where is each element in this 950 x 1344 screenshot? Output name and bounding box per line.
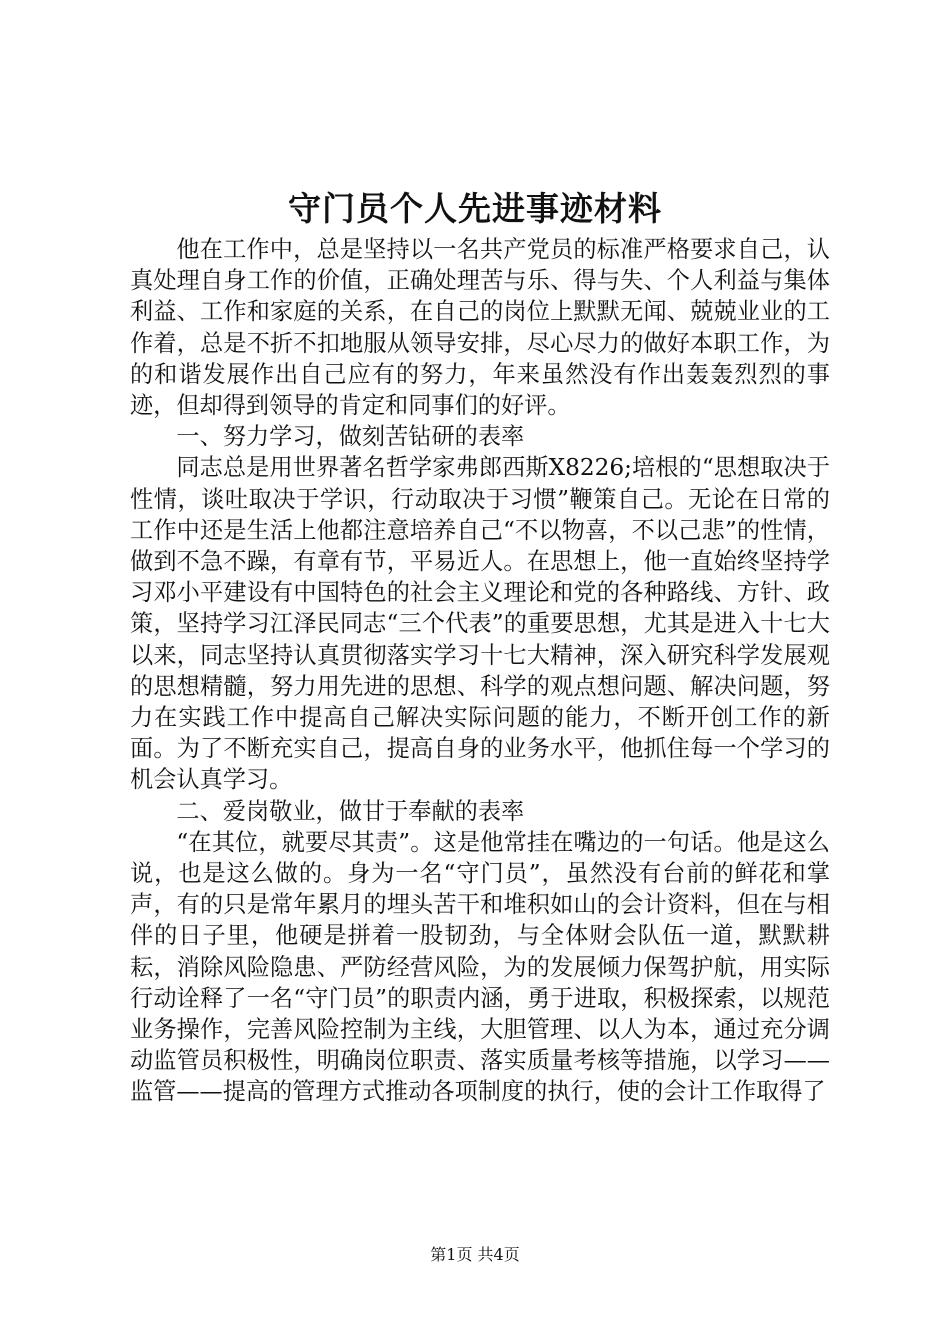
document-title: 守门员个人先进事迹材料 xyxy=(288,189,662,228)
document-body xyxy=(130,234,830,1108)
section-heading: 二、爱岗敬业，做甘于奉献的表率 xyxy=(176,797,525,825)
body-paragraph: 同志总是用世界著名哲学家弗郎西斯X8226;培根的“思想取决于性情，谈吐取决于学识，行动取决于习惯”鞭策自己。无论在日常的工作中还是生活上他都注意培养自己“不以物喜，不以己悲”的性情，做到不急不躁，有章有节，平易近人。在思想上，他一直始终坚持学习邓小平建设有中国特色的社会主义理论和党的各种路线、方针、政策，坚持学习江泽民同志“三个代表”的重要思想，尤其是进入十七大以来，同志坚持认真贯彻落实学习十七大精神，深入研究科学发展观的思想精髓，努力用先进的思想、科学的观点想问题、解决问题，努力在实践工作中提高自己解决实际问题的能力，不断开创工作的新面。为了不断充实自己，提高自身的业务水平，他抓住每一个学习的机会认真学习。 xyxy=(130,454,830,794)
body-paragraph: “在其位，就要尽其责”。这是他常挂在嘴边的一句话。他是这么说，也是这么做的。身为一名“守门员”，虽然没有台前的鲜花和掌声，有的只是常年累月的埋头苦干和堆积如山的会计资料，但在与相伴的日子里，他硬是拼着一股韧劲，与全体财会队伍一道，默默耕耘，消除风险隐患、严防经营风险，为的发展倾力保驾护航，用实际行动诠释了一名“守门员”的职责内涵，勇于进取，积极探索，以规范业务操作，完善风险控制为主线，大胆管理、以人为本，通过充分调动监管员积极性，明确岗位职责、落实质量考核等措施，以学习——监管——提高的管理方式推动各项制度的执行，使的会计工作取得了 xyxy=(130,828,830,1106)
page-number-footer: 第1页 共4页 xyxy=(430,1245,520,1264)
section-heading: 一、努力学习，做刻苦钻研的表率 xyxy=(176,423,525,451)
body-paragraph: 他在工作中，总是坚持以一名共产党员的标准严格要求自己，认真处理自身工作的价值，正确处理苦与乐、得与失、个人利益与集体利益、工作和家庭的关系，在自己的岗位上默默无闻、兢兢业业的工作着，总是不折不扣地服从领导安排，尽心尽力的做好本职工作，为的和谐发展作出自己应有的努力，年来虽然没有作出轰轰烈烈的事迹，但却得到领导的肯定和同事们的好评。 xyxy=(130,236,830,420)
